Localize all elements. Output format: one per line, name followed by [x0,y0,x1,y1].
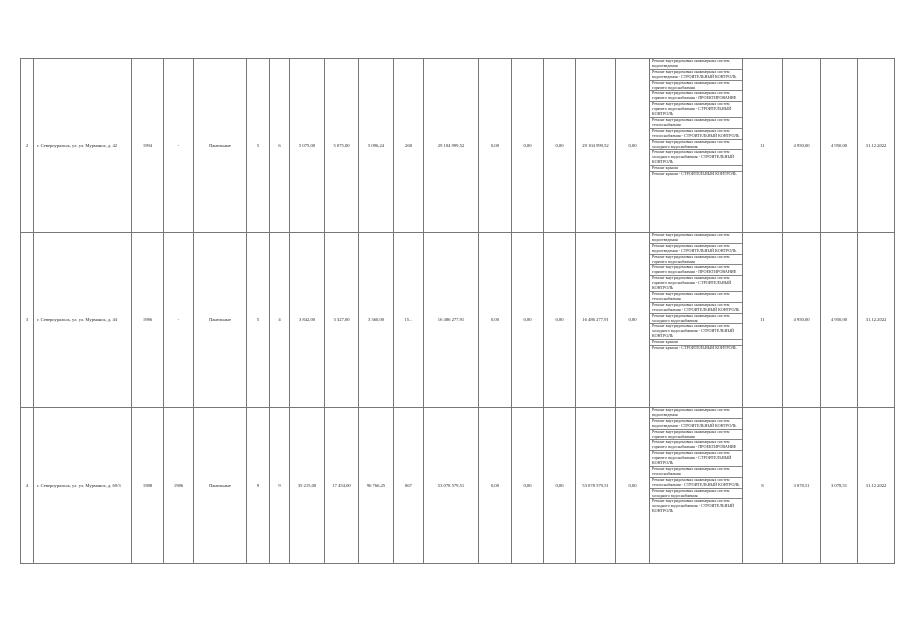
year-built-cell: 1986 [132,233,164,408]
federal-funds-cell: 0,00 [479,59,512,233]
other-funds-cell: 0,00 [616,408,650,564]
year-built-cell: 1988 [132,408,164,564]
unit-cost-cell: 4 950,00 [783,233,821,408]
total-cost-cell: 53 078 579,51 [424,408,479,564]
work-item: Ремонт крыши [650,166,742,172]
work-item: Ремонт внутридомовых инженерных систем горячего водоснабжения - СТРОИТЕЛЬНЫЙ КОНТРОЛЬ [650,102,742,118]
other-area-cell: 5 096,24 [359,59,394,233]
works-cell [650,408,743,564]
federal-funds-cell: 0,00 [479,408,512,564]
regional-funds-cell: 0,00 [512,59,544,233]
table-row [21,233,895,408]
work-item: Ремонт внутридомовых инженерных систем холодного водоснабжения - СТРОИТЕЛЬНЫЙ КОНТРОЛЬ [650,324,742,340]
unit-area-cell: 11 [743,59,783,233]
work-item: Ремонт внутридомовых инженерных систем горячего водоснабжения - СТРОИТЕЛЬНЫЙ КОНТРОЛЬ [650,276,742,292]
other-area-cell: 3 360,00 [359,233,394,408]
work-item: Ремонт внутридомовых инженерных систем горячего водоснабжения - ПРОЕКТИРОВАНИЕ [650,265,742,276]
year-renovation-cell: - [164,59,194,233]
work-item: Ремонт внутридомовых инженерных систем горячего водоснабжения [650,81,742,92]
owner-funds-cell: 16 486 277,91 [576,233,616,408]
total-area-cell: 3 842,00 [290,233,325,408]
work-item: Ремонт внутридомовых инженерных систем горячего водоснабжения [650,255,742,266]
entrances-cell: 9 [270,408,290,564]
local-funds-cell: 0,00 [544,233,576,408]
entrances-cell: 6 [270,59,290,233]
work-item: Ремонт внутридомовых инженерных систем водоотведения [650,233,742,244]
work-item: Ремонт внутридомовых инженерных систем водоотведения - СТРОИТЕЛЬНЫЙ КОНТРОЛЬ [650,70,742,81]
work-item: Ремонт внутридомовых инженерных систем холодного водоснабжения - СТРОИТЕЛЬНЫЙ КОНТРОЛЬ [650,150,742,166]
work-item: Ремонт крыши - СТРОИТЕЛЬНЫЙ КОНТРОЛЬ [652,346,737,351]
limit-cost-cell: 3 078,51 [821,408,858,564]
unit-cost-cell: 3 078,51 [783,408,821,564]
works-list [650,233,742,351]
work-item: Ремонт внутридомовых инженерных систем теплоснабжения [650,118,742,129]
regional-funds-cell: 0,00 [512,408,544,564]
work-item: Ремонт внутридомовых инженерных систем водоотведения [650,59,742,70]
limit-cost-cell: 4 950,00 [821,59,858,233]
total-cost-cell: 16 486 277,91 [424,233,479,408]
row-number: 4 [21,408,34,564]
work-item: Ремонт внутридомовых инженерных систем холодного водоснабжения [650,314,742,325]
other-funds-cell: 0,00 [616,59,650,233]
work-item: Ремонт внутридомовых инженерных систем холодного водоснабжения [650,489,742,500]
address-cell: г. Североуральск, ул. ул. Мурманск, д. 44 [34,233,132,408]
unit-area-cell: 11 [743,233,783,408]
living-area-cell: 3 327,00 [325,233,359,408]
work-item: Ремонт внутридомовых инженерных систем горячего водоснабжения [650,430,742,441]
work-item: Ремонт внутридомовых инженерных систем горячего водоснабжения - СТРОИТЕЛЬНЫЙ КОНТРОЛЬ [650,451,742,467]
residents-cell: 15... [394,233,424,408]
deadline-cell: 31.12.2022 [858,408,895,564]
work-item: Ремонт внутридомовых инженерных систем холодного водоснабжения [650,140,742,151]
year-built-cell: 1994 [132,59,164,233]
work-item: Ремонт внутридомовых инженерных систем водоотведения - СТРОИТЕЛЬНЫЙ КОНТРОЛЬ [650,244,742,255]
living-area-cell: 17 454,00 [325,408,359,564]
local-funds-cell: 0,00 [544,59,576,233]
row-number: 3 [21,233,34,408]
residents-cell: 268 [394,59,424,233]
other-funds-cell: 0,00 [616,233,650,408]
works-list [650,408,742,514]
table-row [21,408,895,564]
work-item: Ремонт внутридомовых инженерных систем холодного водоснабжения - СТРОИТЕЛЬНЫЙ КОНТРОЛЬ [652,499,734,514]
total-area-cell: 5 075,00 [290,59,325,233]
work-item: Ремонт внутридомовых инженерных систем водоотведения - СТРОИТЕЛЬНЫЙ КОНТРОЛЬ [650,419,742,430]
work-item: Ремонт внутридомовых инженерных систем теплоснабжения - СТРОИТЕЛЬНЫЙ КОНТРОЛЬ [650,478,742,489]
unit-cost-cell: 4 950,00 [783,59,821,233]
federal-funds-cell: 0,00 [479,233,512,408]
year-renovation-cell: 1986 [164,408,194,564]
total-area-cell: 35 215,00 [290,408,325,564]
work-item: Ремонт внутридомовых инженерных систем водоотведения [650,408,742,419]
works-cell [650,59,743,233]
floors-cell: 5 [247,233,270,408]
floors-cell: 9 [247,408,270,564]
entrances-cell: 4 [270,233,290,408]
work-item: Ремонт внутридомовых инженерных систем горячего водоснабжения - ПРОЕКТИРОВАНИЕ [650,91,742,102]
work-item: Ремонт внутридомовых инженерных систем горячего водоснабжения - ПРОЕКТИРОВАНИЕ [650,440,742,451]
wall-material-cell: Панельные [194,408,247,564]
work-item: Ремонт внутридомовых инженерных систем теплоснабжения [650,467,742,478]
other-area-cell: 96 766,25 [359,408,394,564]
deadline-cell: 31.12.2022 [858,59,895,233]
works-list [650,59,742,177]
local-funds-cell: 0,00 [544,408,576,564]
work-item: Ремонт крыши [650,340,742,346]
work-item: Ремонт внутридомовых инженерных систем теплоснабжения - СТРОИТЕЛЬНЫЙ КОНТРОЛЬ [650,129,742,140]
residents-cell: 867 [394,408,424,564]
owner-funds-cell: 29 104 999,52 [576,59,616,233]
limit-cost-cell: 4 950,00 [821,233,858,408]
works-cell [650,233,743,408]
deadline-cell: 31.12.2022 [858,233,895,408]
work-item: Ремонт внутридомовых инженерных систем теплоснабжения [650,292,742,303]
year-renovation-cell: - [164,233,194,408]
address-cell: г. Североуральск, ул. ул. Мурманск, д. 69/3 [34,408,132,564]
floors-cell: 5 [247,59,270,233]
total-cost-cell: 29 104 999,52 [424,59,479,233]
work-item: Ремонт крыши - СТРОИТЕЛЬНЫЙ КОНТРОЛЬ [652,172,737,177]
work-item: Ремонт внутридомовых инженерных систем теплоснабжения - СТРОИТЕЛЬНЫЙ КОНТРОЛЬ [650,303,742,314]
address-cell: г. Североуральск, ул. ул. Мурманск, д. 42 [34,59,132,233]
regional-funds-cell: 0,00 [512,233,544,408]
wall-material-cell: Панельные [194,59,247,233]
unit-area-cell: 8 [743,408,783,564]
table-row [21,59,895,233]
register-table [20,58,895,564]
wall-material-cell: Панельные [194,233,247,408]
row-number: 2 [21,59,34,233]
owner-funds-cell: 53 078 579,51 [576,408,616,564]
living-area-cell: 5 075,00 [325,59,359,233]
